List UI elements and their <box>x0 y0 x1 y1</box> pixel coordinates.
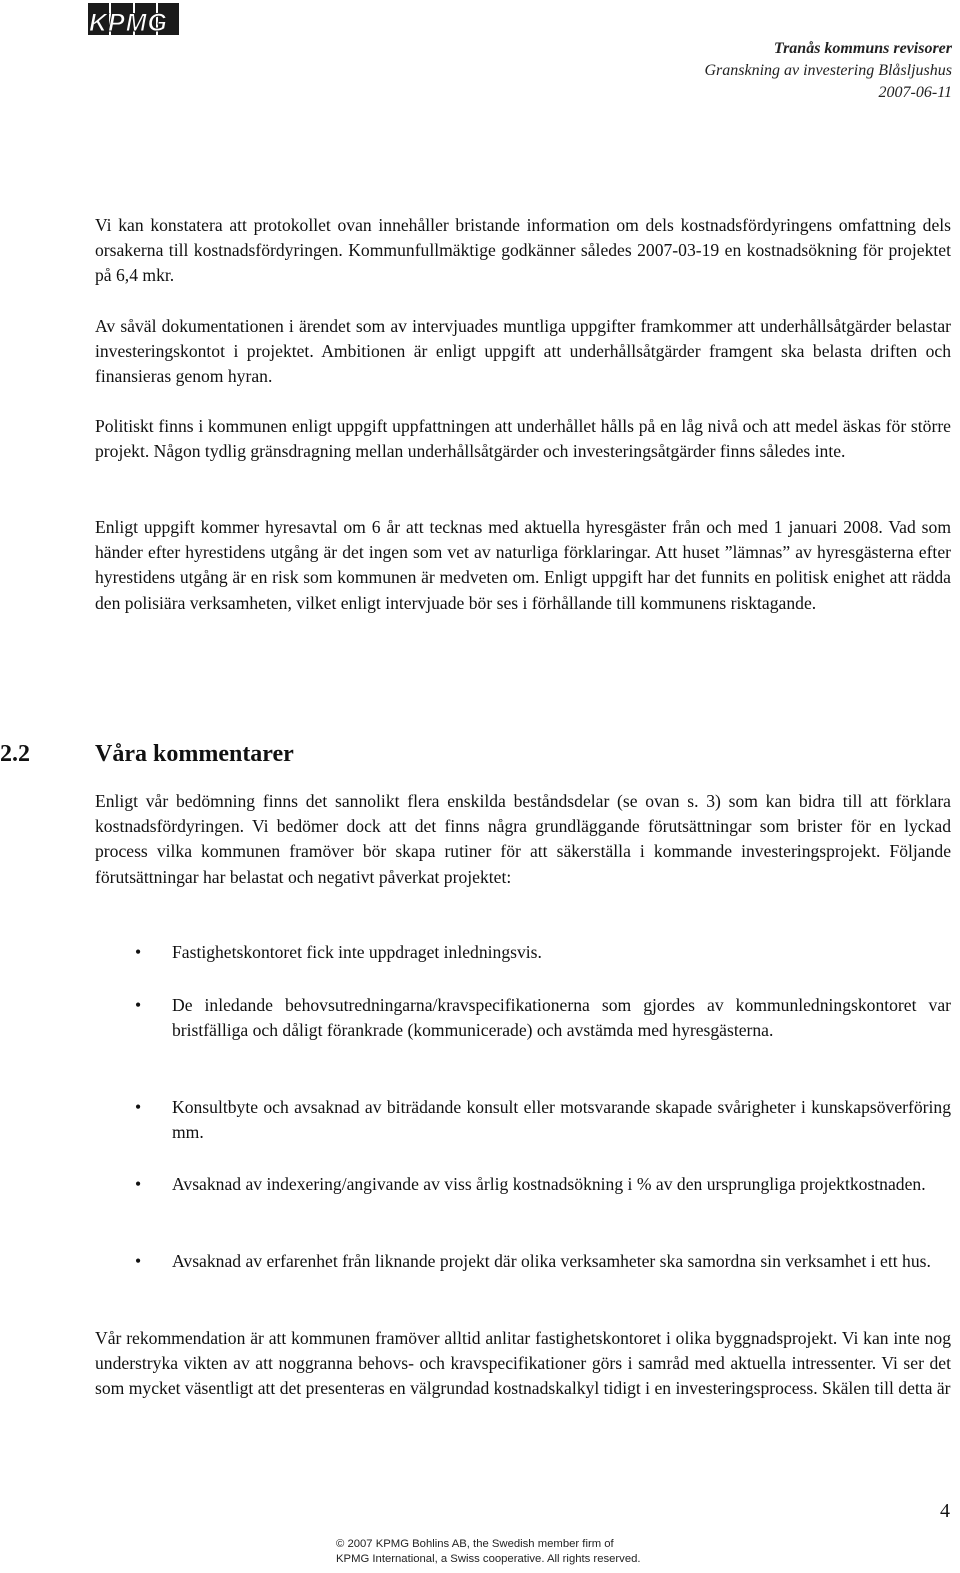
header-subtitle: Granskning av investering Blåsljushus <box>704 62 952 79</box>
bullet-text: De inledande behovsutredningarna/kravspecifikationerna som gjordes av kommunledningskontoret var bristfälliga och dåligt förankrade (kommunicerade) och avstämda med hyresgästerna. <box>172 995 951 1041</box>
header-date: 2007-06-11 <box>878 84 952 101</box>
footer-line-1: © 2007 KPMG Bohlins AB, the Swedish member firm of <box>336 1538 614 1550</box>
bullet-dot: • <box>135 1097 142 1117</box>
paragraph-5: Enligt vår bedömning finns det sannolikt flera enskilda beståndsdelar (se ovan s. 3) som kan bidra till att förklara kostnadsfördyringen. Vi bedömer dock att det finns några grundläggande förutsättningar som brister för en lyckad process vilka kommunen framöver bör skapa rutiner för att säkerställa i kommande investeringsprojekt. Följande förutsättningar har belastat och negativt påverkat projektet: <box>95 791 951 887</box>
paragraph-2: Av såväl dokumentationen i ärendet som av intervjuades muntliga uppgifter framkommer att underhållsåtgärder belastar investeringskontot i projektet. Ambitionen är enligt uppgift att underhållsåtgärder framgent ska belasta driften och finansieras genom hyran. <box>95 316 951 387</box>
bullet-dot: • <box>135 1174 142 1194</box>
bullet-text: Fastighetskontoret fick inte uppdraget inledningsvis. <box>172 942 542 962</box>
bullet-text: Avsaknad av indexering/angivande av viss årlig kostnadsökning i % av den ursprungliga projektkostnaden. <box>172 1174 926 1194</box>
footer <box>336 1537 716 1566</box>
bullet-dot: • <box>135 995 142 1015</box>
bullet-text: Avsaknad av erfarenhet från liknande projekt där olika verksamheter ska samordna sin verksamhet i ett hus. <box>172 1251 931 1271</box>
bullet-dot: • <box>135 1251 142 1271</box>
paragraph-1: Vi kan konstatera att protokollet ovan innehåller bristande information om dels kostnadsfördyringens omfattning dels orsakerna till kostnadsfördyringen. Kommunfullmäktige godkänner således 2007-03-19 en kostnadsökning för projektet på 6,4 mkr. <box>95 215 951 286</box>
bullet-text: Konsultbyte och avsaknad av biträdande konsult eller motsvarande skapade svårigheter i kunskapsöverföring mm. <box>172 1097 951 1143</box>
header-title: Tranås kommuns revisorer <box>773 40 952 57</box>
section-number: 2.2 <box>0 741 30 767</box>
footer-line-2: KPMG International, a Swiss cooperative. All rights reserved. <box>336 1552 641 1565</box>
page-number: 4 <box>940 1500 950 1522</box>
logo-text: KPMG <box>89 9 168 35</box>
kpmg-logo <box>88 3 179 35</box>
paragraph-6: Vår rekommendation är att kommunen framöver alltid anlitar fastighetskontoret i olika byggnadsprojekt. Vi kan inte nog understryka vikten av att noggranna behovs- och kravspecifikationer görs i samråd med aktuella intressenter. Vi ser det som mycket väsentligt att det presenteras en välgrundad kostnadskalkyl tidigt i en investeringsprocess. Skälen till detta är <box>95 1328 951 1399</box>
section-title: Våra kommentarer <box>95 741 294 767</box>
paragraph-3: Politiskt finns i kommunen enligt uppgift uppfattningen att underhållet hålls på en låg nivå och att medel äskas för större projekt. Någon tydlig gränsdragning mellan underhållsåtgärder och investeringsåtgärder finns således inte. <box>95 416 951 462</box>
bullet-dot: • <box>135 942 142 962</box>
paragraph-4: Enligt uppgift kommer hyresavtal om 6 år att tecknas med aktuella hyresgäster från och med 1 januari 2008. Vad som händer efter hyrestidens utgång är det ingen som vet av naturliga förklaringar. Att huset ”lämnas” av hyresgästerna efter hyrestidens utgång är en risk som kommunen är medveten om. Enligt uppgift har det funnits en politisk enighet att rädda den polisiära verksamheten, vilket enligt intervjuade bör ses i förhållande till kommunens risktagande. <box>95 517 951 613</box>
